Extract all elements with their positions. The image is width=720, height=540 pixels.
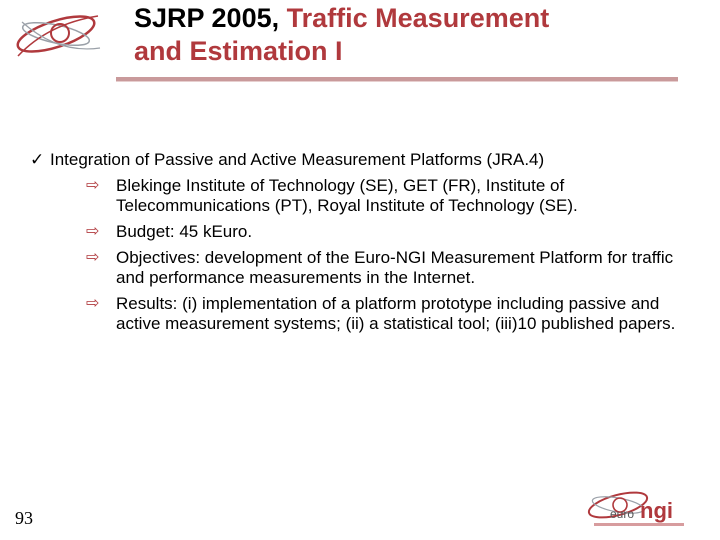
arrow-right-icon: ⇨ — [86, 295, 100, 312]
eurongi-logo-top-icon — [8, 4, 108, 66]
slide-title-line1 — [134, 2, 704, 35]
checkmark-icon: ✓ — [30, 150, 45, 169]
sub-bullet-item — [30, 294, 690, 334]
main-bullet-item — [30, 150, 690, 170]
sub-bullet-item — [30, 222, 690, 242]
eurongi-logo-bottom-icon — [580, 485, 700, 530]
arrow-right-icon: ⇨ — [86, 249, 100, 266]
title-prefix: SJRP 2005, — [134, 3, 287, 33]
title-line2: and Estimation I — [134, 36, 343, 66]
title-divider — [116, 77, 678, 82]
main-bullet-text: Integration of Passive and Active Measurement Platforms (JRA.4) — [50, 150, 545, 169]
logo-brand-prefix: euro — [610, 507, 635, 521]
logo-brand-suffix: ngi — [640, 498, 673, 523]
page-number: 93 — [15, 508, 33, 528]
arrow-right-icon: ⇨ — [86, 223, 100, 240]
slide-content — [30, 150, 690, 340]
sub-bullet-item — [30, 248, 690, 288]
sub-bullet-text: Blekinge Institute of Technology (SE), GET (FR), Institute of Telecommunications (PT), Royal Institute of Technology (SE). — [116, 176, 578, 215]
title-highlight: Traffic Measurement — [286, 3, 550, 33]
sub-bullet-text: Results: (i) implementation of a platform prototype including passive and active measurement systems; (ii) a statistical tool; (iii)10 published papers. — [116, 294, 676, 333]
sub-bullet-text: Objectives: development of the Euro-NGI Measurement Platform for traffic and performance measurements in the Internet. — [116, 248, 674, 287]
sub-bullet-item — [30, 176, 690, 216]
slide-title — [134, 2, 704, 68]
sub-bullet-text: Budget: 45 kEuro. — [116, 222, 253, 241]
arrow-right-icon: ⇨ — [86, 177, 100, 194]
